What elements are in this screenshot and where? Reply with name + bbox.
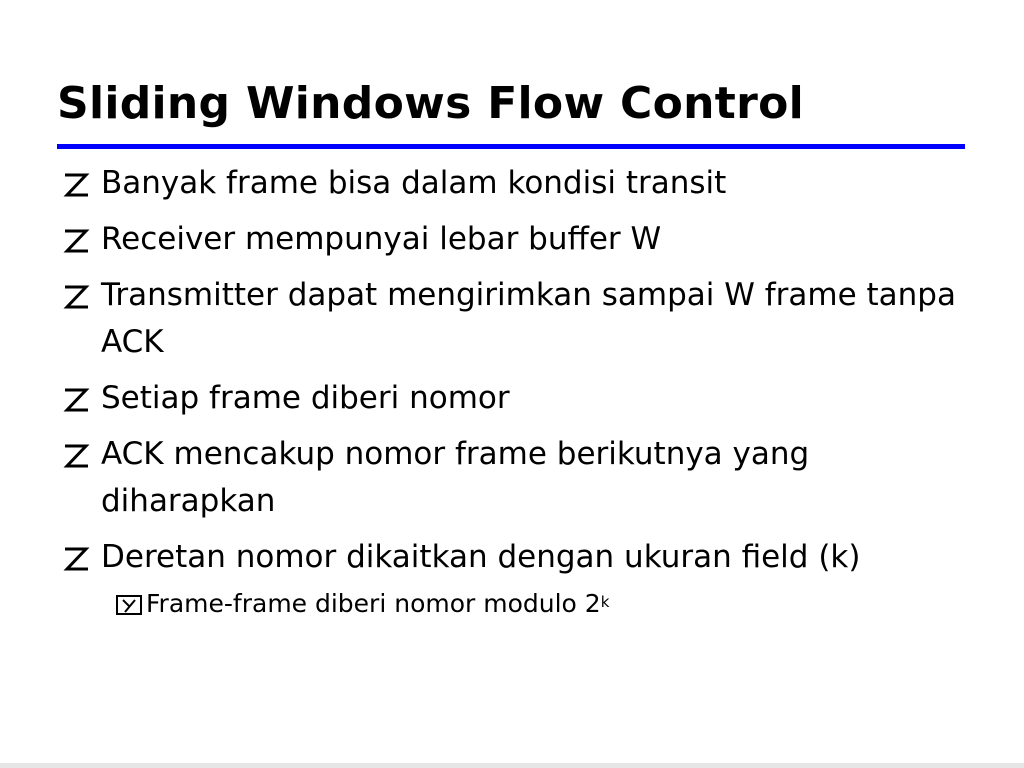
bullet-item (62, 272, 982, 366)
bullet-text: Banyak frame bisa dalam kondisi transit (101, 165, 727, 201)
bullet-text: Receiver mempunyai lebar buffer W (101, 221, 662, 257)
bullet-text: Transmitter dapat mengirimkan sampai W frame tanpa ACK (101, 277, 956, 360)
title-underline (57, 144, 965, 149)
z-bullet-icon (62, 284, 92, 310)
z-bullet-icon (62, 546, 92, 572)
bullet-text: Setiap frame diberi nomor (101, 380, 510, 416)
z-bullet-icon (62, 228, 92, 254)
z-bullet-icon (62, 172, 92, 198)
z-bullet-icon (62, 443, 92, 469)
slide-title: Sliding Windows Flow Control (57, 78, 805, 129)
bullet-item (62, 160, 982, 207)
z-bullet-icon (62, 387, 92, 413)
bullet-item (62, 216, 982, 263)
superscript-k: k (600, 593, 610, 611)
bullet-text: Deretan nomor dikaitkan dengan ukuran field (k) (101, 539, 861, 575)
checkbox-y-bullet-icon (116, 595, 142, 615)
bullet-list (62, 160, 982, 622)
sub-bullet-text: Frame-frame diberi nomor modulo 2 (146, 589, 601, 618)
sub-bullet-item (116, 586, 982, 622)
bullet-text: ACK mencakup nomor frame berikutnya yang diharapkan (101, 436, 810, 519)
bullet-item (62, 375, 982, 422)
bullet-item (62, 534, 982, 581)
bottom-border (0, 763, 1024, 768)
bullet-item (62, 431, 982, 525)
